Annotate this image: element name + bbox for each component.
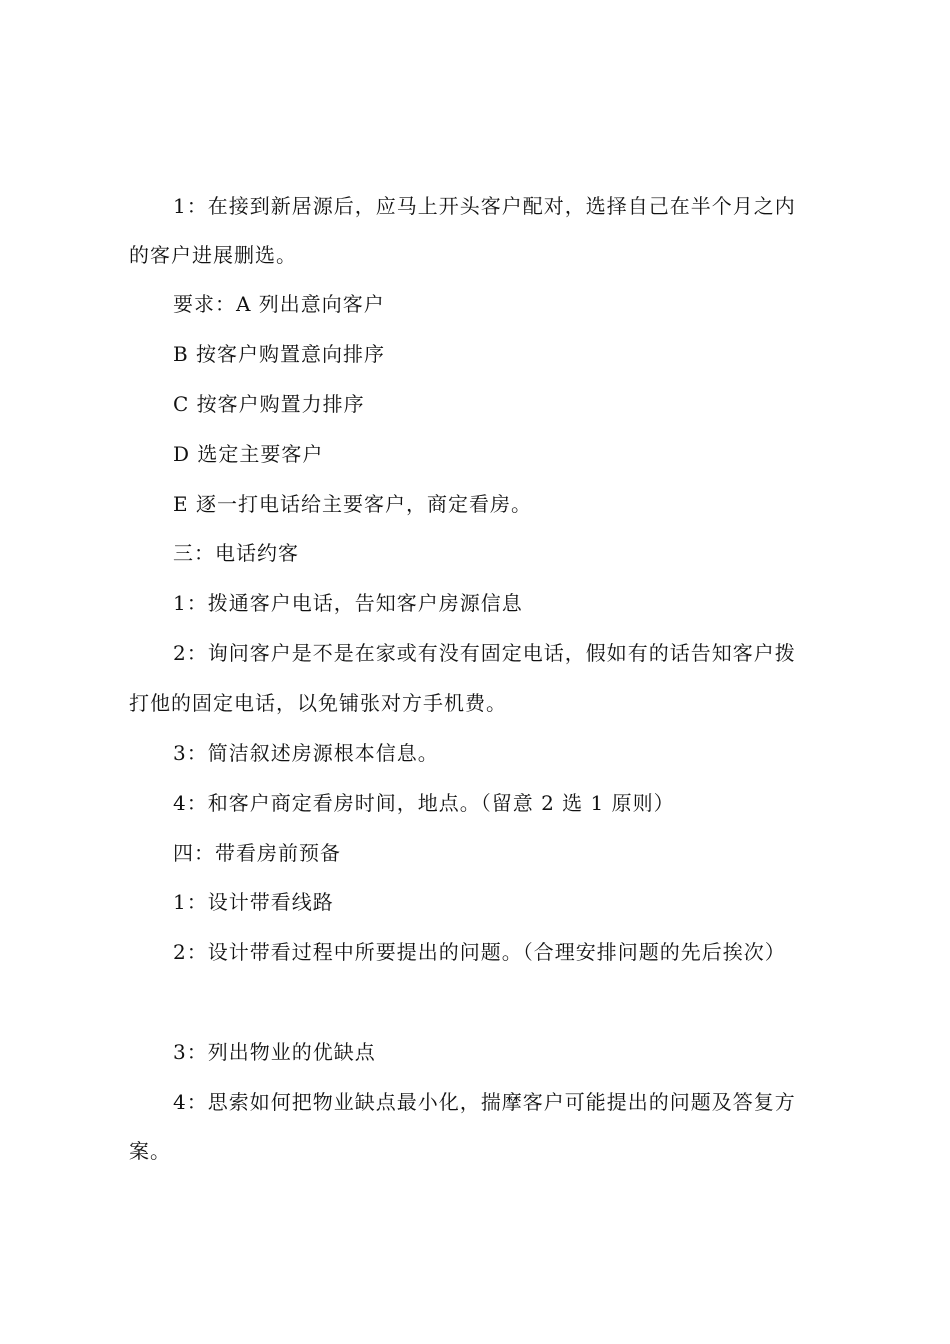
paragraph-line: 2：设计带看过程中所要提出的问题。（合理安排问题的先后挨次） xyxy=(173,940,786,964)
paragraph-line: 打他的固定电话，以免铺张对方手机费。 xyxy=(129,691,507,715)
paragraph-line: B 按客户购置意向排序 xyxy=(173,342,386,366)
paragraph-line: 1：在接到新居源后，应马上开头客户配对，选择自己在半个月之内 xyxy=(173,194,796,218)
section-heading: 三：电话约客 xyxy=(173,541,299,565)
paragraph-line: 3：简洁叙述房源根本信息。 xyxy=(173,741,439,765)
paragraph-line: D 选定主要客户 xyxy=(173,442,324,466)
paragraph-line: 1：拨通客户电话，告知客户房源信息 xyxy=(173,591,523,615)
paragraph-line: 2：询问客户是不是在家或有没有固定电话，假如有的话告知客户拨 xyxy=(173,641,796,665)
section-heading: 四：带看房前预备 xyxy=(173,841,341,865)
paragraph-line: 3：列出物业的优缺点 xyxy=(173,1040,376,1064)
paragraph-line: 要求：A 列出意向客户 xyxy=(173,292,385,316)
paragraph-line: C 按客户购置力排序 xyxy=(173,392,365,416)
paragraph-line: 4：和客户商定看房时间，地点。（留意 2 选 1 原则） xyxy=(173,791,675,815)
paragraph-line: E 逐一打电话给主要客户，商定看房。 xyxy=(173,492,532,516)
paragraph-line: 4：思索如何把物业缺点最小化，揣摩客户可能提出的问题及答复方 xyxy=(173,1090,796,1114)
paragraph-line: 案。 xyxy=(129,1139,171,1163)
paragraph-line: 的客户进展删选。 xyxy=(129,243,297,267)
paragraph-line: 1：设计带看线路 xyxy=(173,890,334,914)
